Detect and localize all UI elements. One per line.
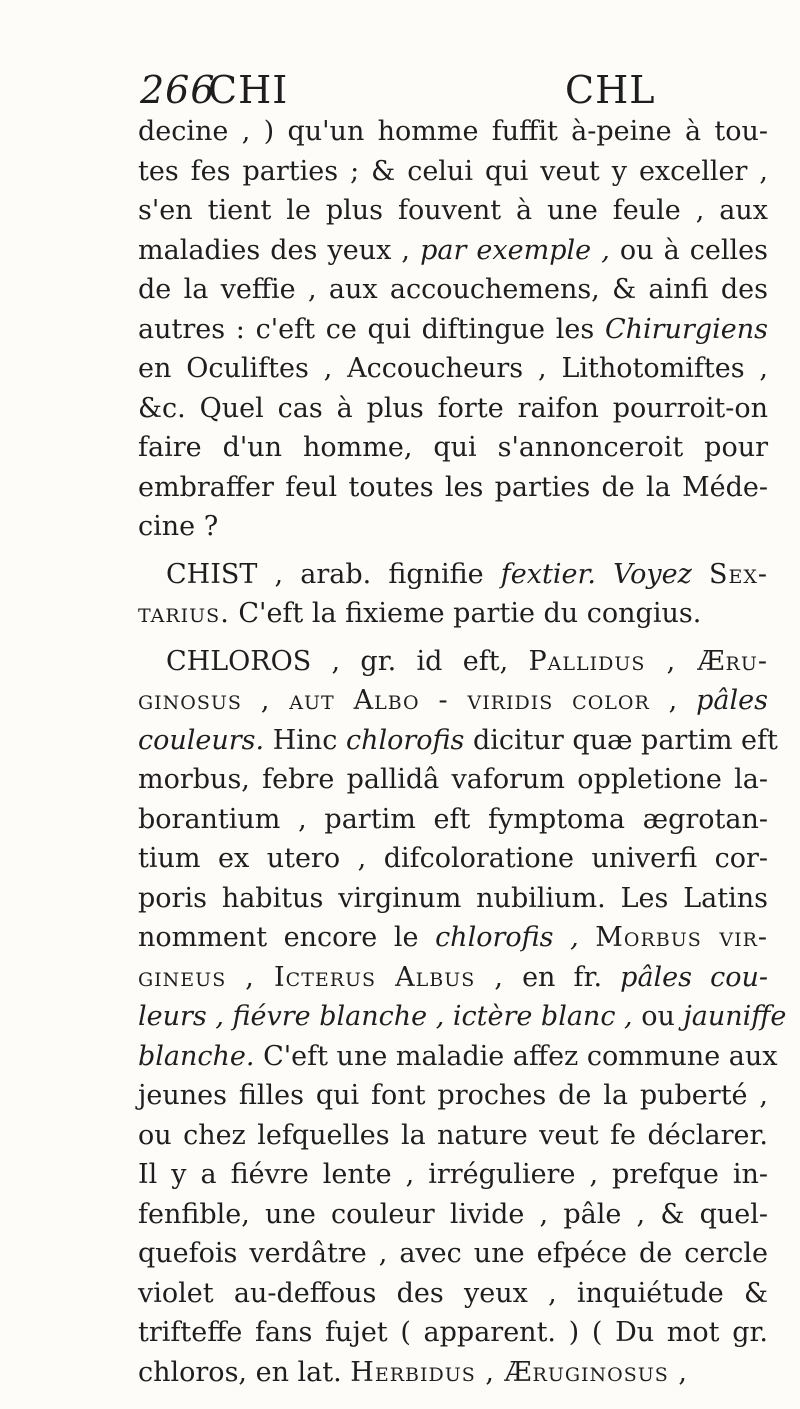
running-header [140,66,700,114]
text-run: ou [632,1001,684,1032]
text-line [138,879,768,919]
italic-text: par exemple , [420,234,610,266]
italic-text: blanche. [138,1040,255,1072]
text-run: borantium , partim eft fymptoma ægrotan- [138,803,768,835]
text-line [138,428,768,468]
text-line [138,112,768,152]
text-run: ou chez lefquelles la nature veut fe déclarer. [138,1119,768,1151]
text-line [138,800,768,840]
text-run [678,685,696,716]
italic-text: chlorofis [345,724,465,756]
text-line [138,918,768,958]
text-line [138,760,768,800]
text-run [692,559,709,590]
italic-text: pâles [696,685,768,716]
italic-text: chlorofis , [435,922,579,953]
text-line [138,507,768,547]
text-run: CHLOROS , gr. id eft, [166,645,529,677]
small-caps-text: ginosus , aut Albo - viridis color , [138,685,679,716]
text-line [138,152,768,192]
text-run: en fr. [503,961,621,993]
page-body-text [138,112,787,1392]
text-run: faire d'un homme, qui s'annonceroit pour [138,432,768,463]
text-run: maladies des yeux , [138,234,421,266]
text-line [138,1353,768,1393]
page-number: 266 [140,68,216,112]
text-line [138,389,768,429]
text-line [138,1037,778,1077]
text-line [138,1116,768,1156]
paragraph-gap [138,634,768,642]
text-run: tes fes parties ; & celui qui veut y exceller , [138,155,768,187]
text-run: CHIST , arab. fignifie [166,558,501,590]
text-line [138,997,787,1037]
text-run: C'eft la fixieme partie du congius. [229,598,702,629]
text-run: chloros, en lat. [138,1356,351,1388]
small-caps-text: gineus , Icterus Albus , [138,961,504,993]
italic-text: leurs , fiévre blanche , ictère blanc , [138,1001,633,1032]
text-line [138,1155,768,1195]
small-caps-text: Pallidus , Æru- [528,645,768,677]
header-left-word: CHI [208,68,289,112]
text-line [138,349,768,389]
small-caps-text: Morbus vir- [595,922,769,953]
text-run: jeunes filles qui font proches de la puberté , [138,1080,768,1111]
text-run: violet au-deffous des yeux , inquiétude & [138,1277,768,1309]
text-run: cine ? [138,511,219,542]
text-run: ou à celles [609,234,768,266]
text-run: poris habitus virginum nubilium. Les Latins [138,882,768,914]
text-run [579,922,596,953]
text-line [138,594,768,634]
text-line [138,642,768,682]
text-run: autres : c'eft ce qui diftingue les [138,313,605,345]
text-run: nomment encore le [138,922,436,953]
text-run: quefois verdâtre , avec une efpéce de cercle [138,1238,768,1269]
text-line [138,270,768,310]
text-run: decine , ) qu'un homme fuffit à-peine à tou- [138,116,768,147]
italic-text: Chirurgiens [604,313,768,345]
italic-text: pâles cou- [620,961,768,993]
text-run: fenfible, une couleur livide , pâle , & quel- [138,1198,768,1230]
text-line [138,1313,768,1353]
text-line [138,681,768,721]
paragraph [138,112,768,547]
text-run: de la veffie , aux accouchemens, & ainfi des [138,274,768,305]
text-line [138,555,768,595]
text-run: &c. Quel cas à plus forte raifon pourroit-on [138,392,768,424]
text-run: tium ex utero , difcoloratione univerfi cor- [138,843,768,874]
header-right-word: CHL [565,68,656,112]
italic-text: jauniffe [683,1001,787,1032]
text-run: trifteffe fans fujet ( apparent. ) ( Du mot gr. [138,1317,768,1348]
text-line [138,721,778,761]
paragraph-gap [138,547,768,555]
text-run: morbus, febre pallidâ vaforum oppletione la- [138,764,768,795]
text-line [138,1195,768,1235]
paragraph [138,555,768,634]
text-line [138,468,768,508]
text-run: en Oculiftes , Accoucheurs , Lithotomiftes , [138,353,768,384]
small-caps-text: Herbidus , Æruginosus , [350,1356,688,1388]
italic-text: fextier. Voyez [500,558,692,590]
small-caps-text: Sex- [708,558,768,590]
text-run: C'eft une maladie affez commune aux [254,1040,778,1072]
text-line [138,1234,768,1274]
text-run: embraffer feul toutes les parties de la Méde- [138,471,768,503]
text-line [138,191,768,231]
text-line [138,1076,768,1116]
text-line [138,839,768,879]
small-caps-text: tarius. [138,598,230,629]
text-run: dicitur quæ partim eft [464,724,778,756]
text-line [138,958,768,998]
text-run: s'en tient le plus fouvent à une feule , aux [138,195,768,226]
text-run: Hinc [264,724,346,756]
text-line [138,310,768,350]
text-line [138,231,768,271]
text-run: Il y a fiévre lente , irréguliere , prefque in- [138,1159,768,1190]
paragraph [138,642,787,1393]
text-line [138,1274,768,1314]
italic-text: couleurs. [138,724,265,756]
